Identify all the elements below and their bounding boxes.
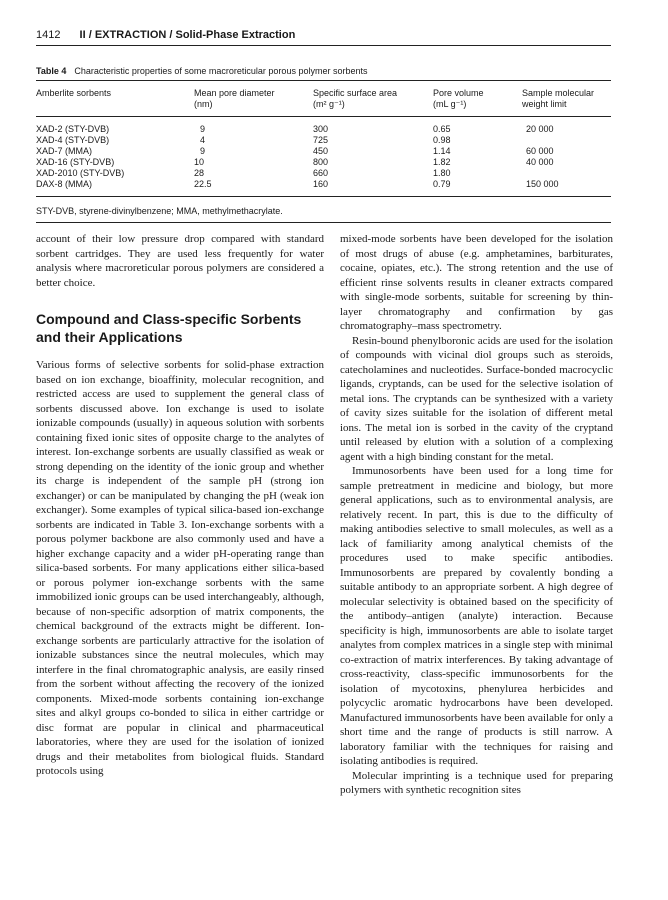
table-row: XAD-4 (STY-DVB) 4 725 0.98 — [36, 135, 451, 145]
right-column — [340, 232, 613, 798]
page-number: 1412 — [36, 29, 61, 41]
table-footnote: STY-DVB, styrene-divinylbenzene; MMA, methylmethacrylate. — [36, 206, 283, 216]
section-heading: Compound and Class-specific Sorbents and their Applications — [36, 311, 302, 345]
column-header-pore-volume: Pore volume (mL g⁻¹) — [433, 88, 484, 109]
table-foot-rule — [36, 222, 611, 223]
section-title: II / EXTRACTION / Solid-Phase Extraction — [79, 29, 296, 41]
running-header — [36, 29, 616, 45]
table-top-rule — [36, 80, 611, 81]
table-caption — [36, 66, 616, 76]
body-paragraph: Molecular imprinting is a technique used for preparing polymers with synthetic recognition sites — [340, 769, 613, 796]
table-header-rule — [36, 116, 611, 117]
body-paragraph: Resin-bound phenylboronic acids are used for the isolation of compounds with vicinal diol groups such as steroids, catecholamines and nucleotides. Surface-bonded macrocyclic ligands, cryptands, can be used for the selective isolation of metal ions. The cryptands can be synthesized with a variety of cavity sizes suitable for the isolation of different metal ions. The metal ion is sorbed in the cavity of the cryptand until released by elution with a solution of a complexing agent with a high binding constant for the metal. — [340, 334, 613, 463]
table-row: DAX-8 (MMA) 22.5 160 0.79 150 000 — [36, 179, 559, 189]
column-header-pore-diameter: Mean pore diameter (nm) — [194, 88, 275, 109]
left-column — [36, 232, 324, 779]
body-paragraph: Various forms of selective sorbents for solid-phase extraction based on ion exchange, bioaffinity, molecular recognition, and restricted access are used to supplement the general class of sorbents discussed above. Ion exchange is used to isolate ionizable compounds (usually) in aqueous solution with sorbents containing fixed ionic sites of opposite charge to the analytes of interest. Ion-exchange sorbents are usually classified as weak or strong depending on the identity of the ionic group and whether its charge is independent of the sample pH (strong ion exchanger) or can be manipulated by changing the pH (weak ion exchanger). Some examples of typical silica-based ion-exchange sorbents are indicated in Table 3. Ion-exchange sorbents with a porous polymer backbone are also commonly used and have a higher exchange capacity and a wider pH-operating range than silica-based sorbents. For many applications either silica-based or porous polymer ion-exchange sorbents with the same immobilized ionic groups can be used interchangeably, although, because of non-specific adsorption of matrix components, the chemical background of the extracts might be different. Ion-exchange sorbents are particularly attractive for the isolation of ionizable substances since the neutral molecules, which may interfere in the final chromatographic analysis, are easily rinsed from the sorbent without affecting the recovery of the ionized components. Mixed-mode sorbents containing ion-exchange sites and alkyl groups co-bonded to silica in either cartridge or disc format are popular in clinical and pharmaceutical laboratories, where they are used for the isolation of ionized drugs and their metabolites from biological fluids. Standard protocols using — [36, 359, 324, 777]
table-bottom-rule — [36, 196, 611, 197]
table-row: XAD-16 (STY-DVB) 10 800 1.82 40 000 — [36, 157, 554, 167]
body-paragraph: Immunosorbents have been used for a long time for sample pretreatment in medicine and biology, but more general applications, such as to environmental analysis, are relatively recent. In part, this is due to the difficulty of making antibodies selective to small molecules, as well as a lack of familiarity among analytical chemists of the procedures used to make specific antibodies. Immunosorbents are prepared by covalently bonding a suitable antibody to an appropriate sorbent. A high degree of molecular selectivity is obtained based on the specificity of the antibody–antigen (analyte) interaction. Because specificity is high, immunosorbents are able to isolate target analytes from complex matrices in a single step with minimal co-extraction of matrix interferences. By taking advantage of cross-reactivity, class-specific immunosorbents for the isolation of mycotoxins, phenylurea herbicides and polycyclic aromatic hydrocarbons have been developed. Manufactured immunosorbents have been available for only a short time and the range of products is still narrow. A laboratory familiar with the techniques for raising and isolating antibodies is required. — [340, 465, 613, 767]
table-row: XAD-2 (STY-DVB) 9 300 0.65 20 000 — [36, 124, 554, 134]
table-row: XAD-2010 (STY-DVB) 28 660 1.80 — [36, 168, 451, 178]
table-caption-text: Characteristic properties of some macroreticular porous polymer sorbents — [74, 66, 368, 76]
table-row: XAD-7 (MMA) 9 450 1.14 60 000 — [36, 146, 554, 156]
table-label: Table 4 — [36, 66, 67, 76]
body-paragraph: account of their low pressure drop compared with standard sorbent cartridges. They are used less frequently for water analysis where macroreticular porous polymers are considered a better choice. — [36, 233, 324, 289]
body-paragraph: mixed-mode sorbents have been developed for the isolation of most drugs of abuse (e.g. amphetamines, barbiturates, cocaine, opiates, etc.). The strong retention and the use of efficient rinse solvents results in cleaner extracts compared with single-mode sorbents, suitable for screening by thin-layer chromatography and confirmation by gas chromatography–mass spectrometry. — [340, 233, 613, 332]
column-header-sorbent: Amberlite sorbents — [36, 88, 112, 98]
column-header-molecular-weight: Sample molecular weight limit — [522, 88, 595, 109]
column-header-surface-area: Specific surface area (m² g⁻¹) — [313, 88, 398, 109]
header-rule — [36, 45, 611, 46]
